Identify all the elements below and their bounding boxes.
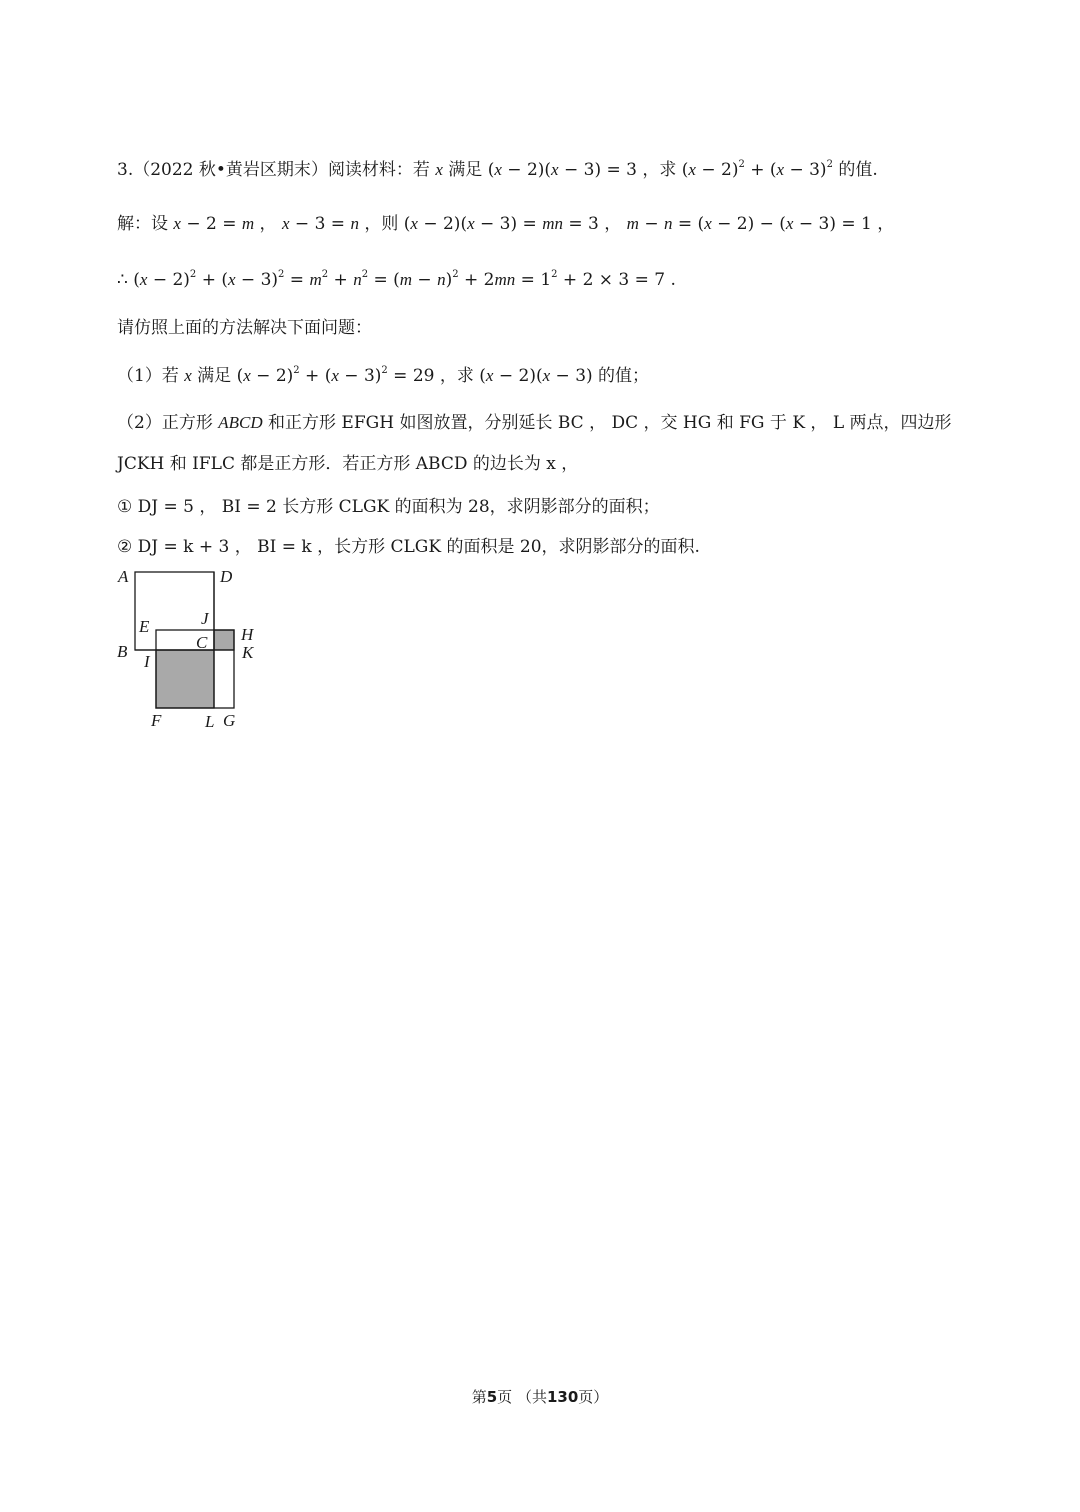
footer-mid: 页 （共	[497, 1388, 547, 1406]
label-e: E	[139, 617, 150, 636]
shaded-square-ifl	[156, 650, 214, 708]
problem-source: 2022 秋•黄岩区期末	[150, 160, 311, 180]
label-d: D	[220, 567, 233, 586]
label-i: I	[144, 652, 150, 671]
label-c: C	[196, 633, 208, 652]
sub2-text: DJ = k + 3 ， BI = k ，长方形 CLGK 的面积是 20，求阴影部分的面积.	[137, 537, 700, 557]
label-b: B	[117, 642, 128, 661]
label-h: H	[241, 625, 254, 644]
label-k: K	[242, 643, 254, 662]
label-f: F	[151, 711, 162, 730]
total-pages: 130	[546, 1388, 579, 1406]
footer-suffix: 页）	[578, 1388, 609, 1406]
instruction: 请仿照上面的方法解决下面问题：	[117, 318, 372, 338]
label-a: A	[118, 567, 129, 586]
label-j: J	[201, 609, 209, 628]
then-text: 则	[381, 214, 399, 234]
sub1-text: DJ = 5 ， BI = 2 长方形 CLGK 的面积为 28，求阴影部分的面积；	[137, 497, 660, 517]
q1-suffix: 的值；	[598, 366, 650, 386]
q1-label: （1）若	[117, 366, 179, 386]
solution-line-2: ∴ $(x - 2)^2 + (x - 3)^2 = m^2 + n^2 = (m - n)^2 + 2mn = 1^2 + 2 \times 3 = 7$ .	[117, 269, 676, 290]
q1-ask: 求	[456, 366, 474, 386]
therefore-symbol: ∴	[117, 270, 128, 290]
cond-text: 满足	[448, 160, 483, 180]
page-footer	[0, 1386, 1080, 1407]
ask-suffix: 的值.	[838, 160, 878, 180]
question-2-line-2: JCKH 和 IFLC 都是正方形．若正方形 ABCD 的边长为 x ，	[117, 454, 579, 474]
q2-line1-text: 和正方形 EFGH 如图放置，分别延长 BC ， DC ，交 HG 和 FG 于 K ， L 两点，四边形	[268, 413, 952, 433]
question-2-line-1: （2）正方形 ABCD 和正方形 EFGH 如图放置，分别延长 BC ， DC ，交 HG 和 FG 于 K ， L 两点，四边形	[117, 413, 952, 433]
shaded-square-jckh	[214, 630, 234, 650]
intro-text: 阅读材料：若	[327, 160, 430, 180]
q2-label: （2）正方形	[117, 413, 213, 433]
sub2-marker: ②	[117, 537, 133, 557]
solution-line-1: 解：设 x − 2 = m ， x − 3 = n ，则 (x − 2)(x − 3) = mn = 3 ， m − n = (x − 2) − (x − 3) = 1 ，	[117, 214, 895, 234]
solution-prefix: 解：设	[117, 214, 168, 234]
ask-text: 求	[659, 160, 677, 180]
page-number: 5	[486, 1388, 498, 1406]
label-l: L	[205, 712, 215, 731]
problem-number: 3	[117, 160, 128, 180]
footer-prefix: 第	[471, 1388, 487, 1406]
problem-stem: 3.（2022 秋•黄岩区期末）阅读材料：若 x 满足 (x − 2)(x − 3) = 3 ，求 $(x - 2)^2 + (x - 3)^2$ 的值.	[117, 159, 878, 180]
label-g: G	[223, 711, 236, 730]
question-1: （1）若 x 满足 $(x - 2)^2 + (x - 3)^2 = 29$ ，求 (x − 2)(x − 3) 的值；	[117, 365, 650, 386]
sub1-marker: ①	[117, 497, 133, 517]
